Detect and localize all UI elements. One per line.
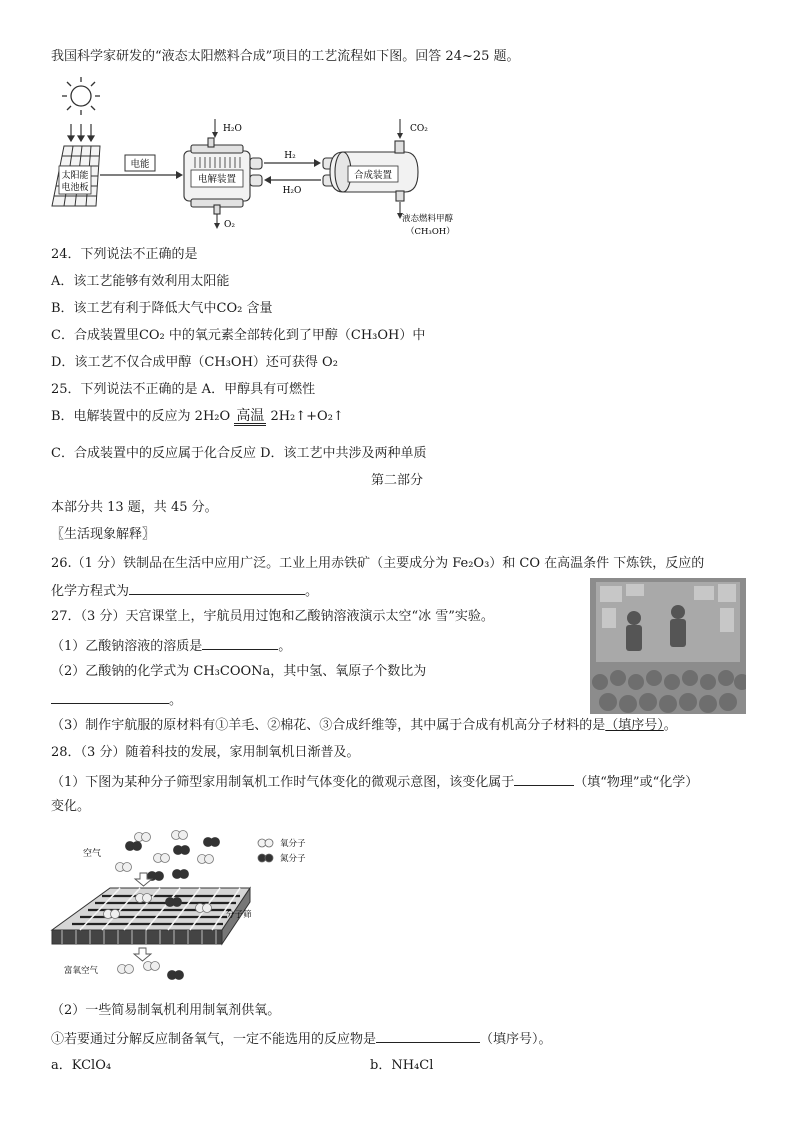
solar-panel-label-1: 太阳能 [61,171,89,181]
q28-option-b: b．NH₄Cl [370,1058,434,1073]
q27-p3-suffix: 。 [663,718,677,733]
h2o-back-label: H₂O [282,186,302,196]
q28-part1 [51,772,698,792]
q26-prefix: 化学方程式为 [51,584,130,599]
q27-part2-answer [51,690,182,710]
part2-title: 第二部分 [370,473,423,488]
o2-out-label: O₂ [224,220,235,230]
q28-part1-end: 变化。 [51,799,91,814]
q27-p2-end: 。 [169,693,183,708]
q27-stem: 27．（3 分）天宫课堂上，宇航员用过饱和乙酸钠溶液演示太空“冰 雪”实验。 [51,609,494,624]
q25-b-suffix: 2H₂↑+O₂↑ [270,409,344,424]
methanol-label-1: 液态燃料甲醇 [402,214,454,224]
sieve-diagram [50,826,360,990]
classroom-photo [590,578,746,714]
q27-p3-fill[interactable]: （填序号） [605,718,664,733]
process-diagram [50,74,470,244]
sunlight-arrows [68,124,94,141]
q28-part2-1 [51,1029,552,1049]
electrolyzer-label: 电解装置 [197,174,237,185]
q28-p21-prefix: ①若要通过分解反应制备氧气，一定不能选用的反应物是 [51,1032,377,1047]
synthesizer-label: 合成装置 [353,170,393,181]
q28-p1-prefix: （1）下图为某种分子筛型家用制氧机工作时气体变化的微观示意图，该变化属于 [51,775,515,790]
q24-option-b: B．该工艺有利于降低大气中CO₂ 含量 [51,301,273,316]
h2-label: H₂ [284,151,296,161]
q27-p3-prefix: （3）制作宇航服的原材料有①羊毛、②棉花、③合成纤维等，其中属于合成有机高分子材料的是 [51,718,606,733]
q24-option-c: C．合成装置里CO₂ 中的氧元素全部转化到了甲醇（CH₃OH）中 [51,328,426,343]
q27-part3 [51,717,677,735]
q27-p1-prefix: （1）乙酸钠溶液的溶质是 [51,639,203,654]
o2-legend-label: 氧分子 [280,839,306,849]
q26-line1: 26.（1 分）铁制品在生活中应用广泛。工业上用赤铁矿（主要成分为 Fe₂O₃）和 CO 在高温条件 下炼铁，反应的 [51,556,705,571]
q27-p2-blank[interactable] [51,690,169,704]
q24-option-d: D．该工艺不仅合成甲醇（CH₃OH）还可获得 O₂ [51,355,338,370]
q26-answer-blank[interactable] [129,581,305,595]
q28-p1-suffix: （填“物理”或“化学） [574,775,699,790]
q27-p1-blank[interactable] [202,636,278,650]
electric-label: 电能 [130,159,150,170]
q28-part2: （2）一些简易制氧机利用制氧剂供氧。 [51,1003,281,1018]
q25-b-prefix: B．电解装置中的反应为 2H₂O [51,409,231,424]
q28-stem: 28．（3 分）随着科技的发展，家用制氧机日渐普及。 [51,745,360,760]
part2-desc: 本部分共 13 题，共 45 分。 [51,500,218,515]
co2-in-label: CO₂ [410,124,428,134]
q24-stem: 24．下列说法不正确的是 [51,247,198,262]
solar-panel-label-2: 电池板 [61,183,89,193]
methanol-label-2: （CH₃OH） [406,227,455,237]
q26-suffix: 。 [305,584,319,599]
section-heading: 〖生活现象解释〗 [51,527,156,542]
air-label: 空气 [83,849,102,859]
q28-option-a: a．KClO₄ [51,1058,112,1073]
o2-rich-label: 富氧空气 [64,966,99,976]
sun-icon [62,77,100,115]
q26-line2 [51,581,318,601]
q27-p1-suffix: 。 [278,639,292,654]
q28-p1-blank[interactable] [514,772,574,786]
intro-text: 我国科学家研发的“液态太阳燃料合成”项目的工艺流程如下图。回答 24~25 题。 [51,49,520,64]
n2-legend-label: 氮分子 [280,854,306,864]
q27-part2: （2）乙酸钠的化学式为 CH₃COONa，其中氢、氧原子个数比为 [51,664,427,679]
q25-stem: 25．下列说法不正确的是 A．甲醇具有可燃性 [51,382,316,397]
q25-options-cd: C．合成装置中的反应属于化合反应 D．该工艺中共涉及两种单质 [51,446,427,461]
q25-b-condition: 高温 [236,408,265,424]
q25-option-b [51,408,344,426]
h2o-in-label: H₂O [223,124,242,134]
q24-option-a: A．该工艺能够有效利用太阳能 [51,274,230,289]
q28-p21-suffix: （填序号）。 [480,1032,552,1047]
sieve-label: 分子筛 [226,910,252,920]
q27-part1 [51,636,291,656]
q28-p21-blank[interactable] [376,1029,480,1043]
